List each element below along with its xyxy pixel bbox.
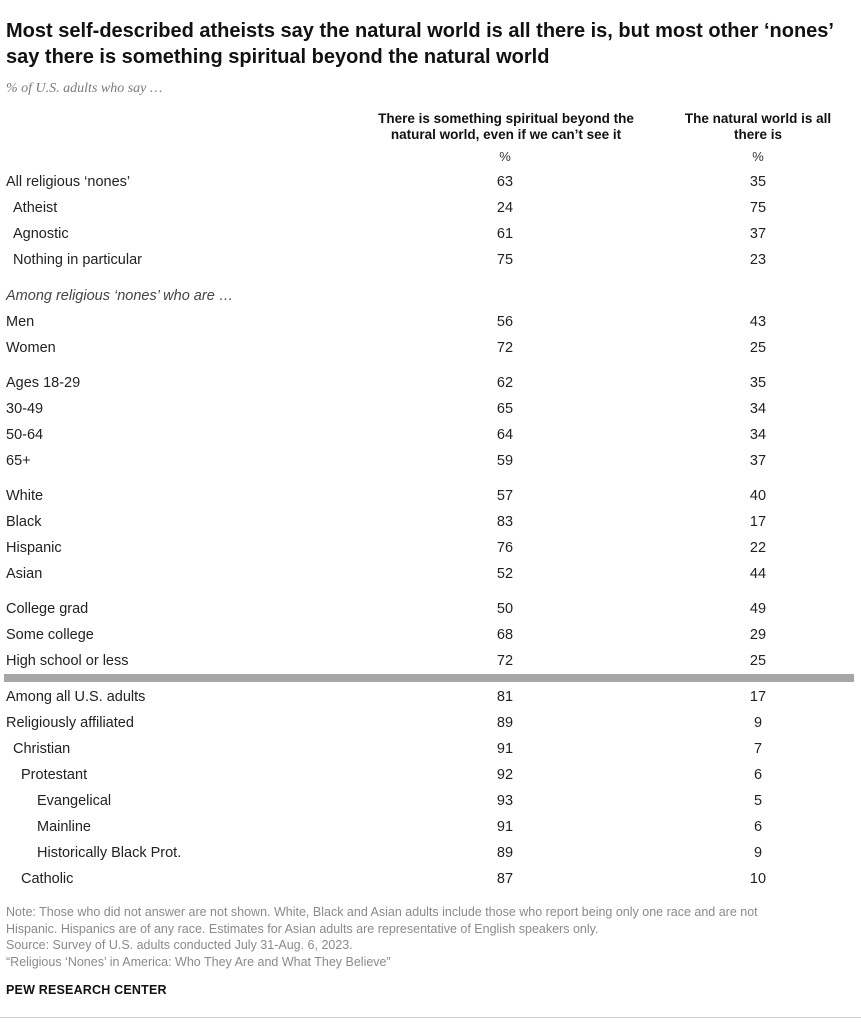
column-header-spiritual: There is something spiritual beyond the natural world, even if we can’t see it <box>378 111 634 142</box>
value-spiritual: 81 <box>496 689 514 705</box>
note-line: Hispanic. Hispanics are of any race. Estimates for Asian adults are representative of English speakers only. <box>6 921 599 936</box>
chart-title: Most self-described atheists say the natural world is all there is, but most other ‘nones’ say there is something spiritual beyond the natural world <box>6 20 833 68</box>
row-label: Some college <box>6 627 94 643</box>
value-natural: 37 <box>749 226 767 242</box>
row-label: Religiously affiliated <box>6 715 134 731</box>
row-label: Nothing in particular <box>13 252 142 268</box>
row-label: Protestant <box>21 767 88 783</box>
value-natural: 17 <box>749 514 767 530</box>
row-label: High school or less <box>6 653 129 669</box>
value-spiritual: 89 <box>496 715 514 731</box>
value-natural: 25 <box>749 340 767 356</box>
value-spiritual: 65 <box>496 401 514 417</box>
note-line: Note: Those who did not answer are not shown. White, Black and Asian adults include those who report being only one race and are not <box>6 905 758 919</box>
column-unit-natural: % <box>752 149 764 164</box>
row-label: All religious ‘nones’ <box>6 174 131 190</box>
value-natural: 7 <box>753 741 763 757</box>
value-spiritual: 24 <box>496 200 514 216</box>
row-label: Mainline <box>37 819 91 835</box>
value-natural: 34 <box>749 401 767 417</box>
row-label: 65+ <box>6 453 31 469</box>
column-unit-spiritual: % <box>499 149 511 164</box>
value-spiritual: 91 <box>496 741 514 757</box>
value-spiritual: 61 <box>496 226 514 242</box>
source-line: Source: Survey of U.S. adults conducted July 31-Aug. 6, 2023. <box>6 938 353 953</box>
value-spiritual: 56 <box>496 314 514 330</box>
value-natural: 10 <box>749 871 767 887</box>
value-natural: 6 <box>753 819 763 835</box>
brand-logo-text: PEW RESEARCH CENTER <box>6 983 167 997</box>
report-title-line: “Religious ‘Nones’ in America: Who They Are and What They Believe” <box>6 954 391 969</box>
value-natural: 6 <box>753 767 763 783</box>
value-natural: 25 <box>749 653 767 669</box>
row-label: Black <box>6 514 42 530</box>
value-natural: 75 <box>749 200 767 216</box>
value-spiritual: 83 <box>496 514 514 530</box>
value-natural: 35 <box>749 375 767 391</box>
value-natural: 34 <box>749 427 767 443</box>
value-spiritual: 64 <box>496 427 514 443</box>
row-label: Evangelical <box>37 793 112 809</box>
row-label: 30-49 <box>6 401 44 417</box>
value-natural: 37 <box>749 453 767 469</box>
value-natural: 9 <box>753 715 763 731</box>
row-label: Ages 18-29 <box>6 375 81 391</box>
row-label: White <box>6 488 44 504</box>
value-spiritual: 76 <box>496 540 514 556</box>
value-spiritual: 89 <box>496 845 514 861</box>
value-spiritual: 93 <box>496 793 514 809</box>
value-spiritual: 87 <box>496 871 514 887</box>
row-label: Christian <box>13 741 71 757</box>
value-spiritual: 62 <box>496 375 514 391</box>
value-spiritual: 91 <box>496 819 514 835</box>
row-label: 50-64 <box>6 427 44 443</box>
value-natural: 35 <box>749 174 767 190</box>
chart-subtitle: % of U.S. adults who say … <box>6 81 163 96</box>
row-label: Asian <box>6 566 43 582</box>
section-divider <box>4 674 854 682</box>
value-spiritual: 72 <box>496 340 514 356</box>
row-label: Catholic <box>21 871 74 887</box>
value-natural: 40 <box>749 488 767 504</box>
value-natural: 9 <box>753 845 763 861</box>
value-spiritual: 75 <box>496 252 514 268</box>
value-natural: 49 <box>749 601 767 617</box>
value-spiritual: 68 <box>496 627 514 643</box>
value-spiritual: 59 <box>496 453 514 469</box>
section-label: Among religious ‘nones’ who are … <box>6 288 234 304</box>
value-natural: 5 <box>753 793 763 809</box>
value-natural: 22 <box>749 540 767 556</box>
row-label: College grad <box>6 601 89 617</box>
column-header-natural: The natural world is all there is <box>684 111 832 142</box>
value-natural: 43 <box>749 314 767 330</box>
value-natural: 23 <box>749 252 767 268</box>
value-spiritual: 57 <box>496 488 514 504</box>
value-spiritual: 92 <box>496 767 514 783</box>
row-label: Atheist <box>13 200 58 216</box>
value-natural: 44 <box>749 566 767 582</box>
row-label: Historically Black Prot. <box>37 845 182 861</box>
row-label: Agnostic <box>13 226 69 242</box>
value-natural: 29 <box>749 627 767 643</box>
row-label: Among all U.S. adults <box>6 689 146 705</box>
footnote <box>6 904 846 970</box>
row-label: Women <box>6 340 56 356</box>
row-label: Hispanic <box>6 540 62 556</box>
value-natural: 17 <box>749 689 767 705</box>
value-spiritual: 72 <box>496 653 514 669</box>
row-label: Men <box>6 314 35 330</box>
value-spiritual: 50 <box>496 601 514 617</box>
value-spiritual: 63 <box>496 174 514 190</box>
bottom-rule <box>0 1017 861 1018</box>
value-spiritual: 52 <box>496 566 514 582</box>
